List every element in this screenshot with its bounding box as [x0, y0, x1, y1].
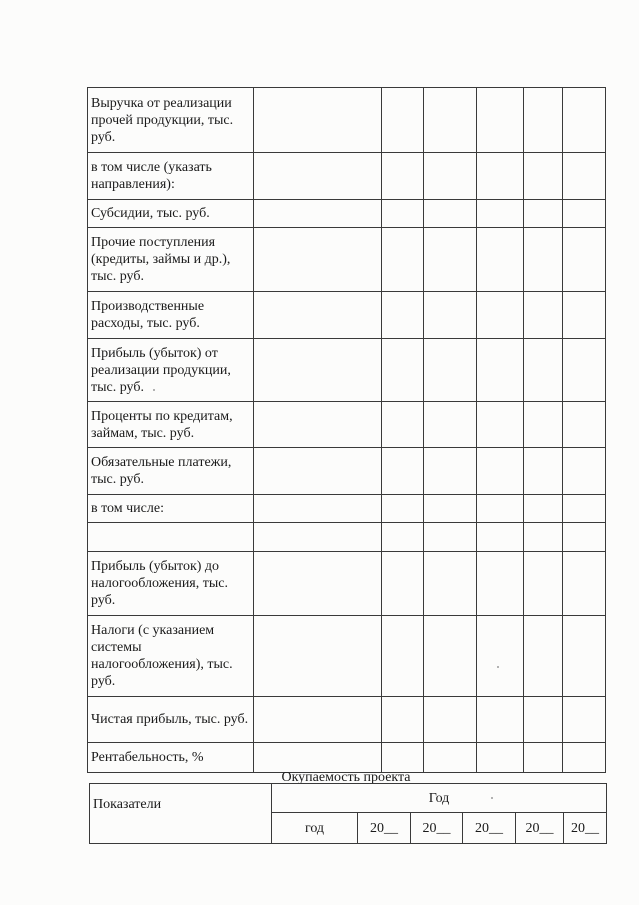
table-cell[interactable] — [563, 153, 606, 200]
payback-table — [89, 783, 607, 844]
year-label: год — [272, 813, 358, 844]
row-label: Прибыль (убыток) до налогообложения, тыс. руб. — [88, 552, 254, 616]
table-cell[interactable] — [563, 402, 606, 448]
table-cell[interactable] — [477, 228, 524, 292]
table-cell[interactable] — [424, 495, 477, 523]
table-cell[interactable] — [254, 402, 382, 448]
table-cell[interactable] — [254, 292, 382, 339]
scan-speck — [153, 389, 155, 391]
table-row — [88, 228, 606, 292]
table-cell[interactable] — [477, 339, 524, 402]
table-cell[interactable] — [254, 153, 382, 200]
table-cell[interactable] — [382, 339, 424, 402]
year-column-header: 20__ — [463, 813, 516, 844]
row-label: Прочие поступления (кредиты, займы и др.), тыс. руб. — [88, 228, 254, 292]
table-cell[interactable] — [382, 523, 424, 552]
table-cell[interactable] — [382, 228, 424, 292]
row-label: Субсидии, тыс. руб. — [88, 200, 254, 228]
table-cell[interactable] — [524, 402, 563, 448]
table-cell[interactable] — [424, 153, 477, 200]
indicators-header: Показатели — [90, 784, 272, 844]
table-cell[interactable] — [524, 743, 563, 773]
table-cell[interactable] — [382, 402, 424, 448]
table-cell[interactable] — [254, 200, 382, 228]
table-row — [88, 88, 606, 153]
table-cell[interactable] — [524, 339, 563, 402]
table-cell[interactable] — [424, 200, 477, 228]
table-cell[interactable] — [424, 616, 477, 697]
table-cell[interactable] — [424, 402, 477, 448]
year-group-header: Год — [272, 784, 607, 813]
table-cell[interactable] — [524, 495, 563, 523]
row-label: Чистая прибыль, тыс. руб. — [88, 697, 254, 743]
table-row — [88, 552, 606, 616]
table-cell[interactable] — [424, 448, 477, 495]
table-cell[interactable] — [563, 523, 606, 552]
table-cell[interactable] — [424, 228, 477, 292]
table-cell[interactable] — [477, 402, 524, 448]
table-cell[interactable] — [254, 616, 382, 697]
table-header-row — [90, 784, 607, 813]
table-cell[interactable] — [382, 448, 424, 495]
table-cell[interactable] — [524, 616, 563, 697]
table-cell[interactable] — [524, 697, 563, 743]
table-cell[interactable] — [382, 153, 424, 200]
table-cell[interactable] — [382, 292, 424, 339]
table-cell[interactable] — [477, 552, 524, 616]
table-cell[interactable] — [563, 339, 606, 402]
table-row — [88, 402, 606, 448]
row-label: Производственные расходы, тыс. руб. — [88, 292, 254, 339]
scan-speck — [497, 666, 499, 668]
table-cell[interactable] — [563, 88, 606, 153]
table-cell[interactable] — [524, 228, 563, 292]
table-cell[interactable] — [563, 616, 606, 697]
table-cell[interactable] — [563, 697, 606, 743]
year-column-header: 20__ — [516, 813, 564, 844]
table-cell[interactable] — [563, 495, 606, 523]
table-cell[interactable] — [382, 697, 424, 743]
table-cell[interactable] — [524, 448, 563, 495]
table-cell[interactable] — [563, 743, 606, 773]
table-cell[interactable] — [477, 88, 524, 153]
table-cell[interactable] — [477, 616, 524, 697]
section-title: Окупаемость проекта — [281, 770, 411, 785]
table-cell[interactable] — [254, 552, 382, 616]
row-label: Обязательные платежи, тыс. руб. — [88, 448, 254, 495]
table-cell[interactable] — [424, 339, 477, 402]
table-cell[interactable] — [524, 153, 563, 200]
table-row — [88, 495, 606, 523]
table-cell[interactable] — [254, 448, 382, 495]
table-row — [88, 292, 606, 339]
year-column-header: 20__ — [564, 813, 607, 844]
table-row — [88, 153, 606, 200]
table-row — [88, 743, 606, 773]
table-cell[interactable] — [563, 448, 606, 495]
table-cell[interactable] — [382, 88, 424, 153]
table-cell[interactable] — [563, 228, 606, 292]
row-label: Проценты по кредитам, займам, тыс. руб. — [88, 402, 254, 448]
table-cell[interactable] — [524, 523, 563, 552]
table-cell[interactable] — [424, 552, 477, 616]
table-cell[interactable] — [382, 743, 424, 773]
table-row — [88, 200, 606, 228]
row-label: в том числе (указать направления): — [88, 153, 254, 200]
table-cell[interactable] — [477, 153, 524, 200]
table-cell[interactable] — [382, 616, 424, 697]
row-label: Выручка от реализации прочей продукции, тыс. руб. — [88, 88, 254, 153]
table-cell[interactable] — [524, 552, 563, 616]
table-cell[interactable] — [424, 88, 477, 153]
table-cell[interactable] — [382, 552, 424, 616]
table-row — [88, 448, 606, 495]
table-cell[interactable] — [477, 292, 524, 339]
table-cell[interactable] — [254, 743, 382, 773]
table-cell[interactable] — [254, 697, 382, 743]
row-label: Налоги (с указанием системы налогообложения), тыс. руб. — [88, 616, 254, 697]
table-cell[interactable] — [477, 495, 524, 523]
table-cell[interactable] — [254, 523, 382, 552]
row-label: Рентабельность, % — [88, 743, 254, 773]
row-label: Прибыль (убыток) от реализации продукции, тыс. руб. — [88, 339, 254, 402]
table-cell[interactable] — [477, 697, 524, 743]
table-cell[interactable] — [424, 697, 477, 743]
table-cell[interactable] — [424, 523, 477, 552]
table-cell[interactable] — [524, 200, 563, 228]
year-column-header: 20__ — [411, 813, 463, 844]
table-cell[interactable] — [254, 88, 382, 153]
table-cell[interactable] — [563, 200, 606, 228]
row-label — [88, 523, 254, 552]
table-cell[interactable] — [254, 495, 382, 523]
table-cell[interactable] — [524, 88, 563, 153]
table-cell[interactable] — [477, 200, 524, 228]
table-cell[interactable] — [424, 743, 477, 773]
table-row — [88, 616, 606, 697]
table-cell[interactable] — [477, 523, 524, 552]
table-cell[interactable] — [254, 228, 382, 292]
financial-table — [87, 87, 606, 773]
year-column-header: 20__ — [358, 813, 411, 844]
table-cell[interactable] — [382, 200, 424, 228]
table-cell[interactable] — [382, 495, 424, 523]
table-cell[interactable] — [424, 292, 477, 339]
scan-speck — [491, 797, 493, 799]
table-row — [88, 523, 606, 552]
table-row — [88, 697, 606, 743]
table-cell[interactable] — [563, 552, 606, 616]
table-cell[interactable] — [477, 448, 524, 495]
row-label: в том числе: — [88, 495, 254, 523]
table-row — [88, 339, 606, 402]
table-cell[interactable] — [477, 743, 524, 773]
table-cell[interactable] — [524, 292, 563, 339]
table-cell[interactable] — [254, 339, 382, 402]
table-cell[interactable] — [563, 292, 606, 339]
